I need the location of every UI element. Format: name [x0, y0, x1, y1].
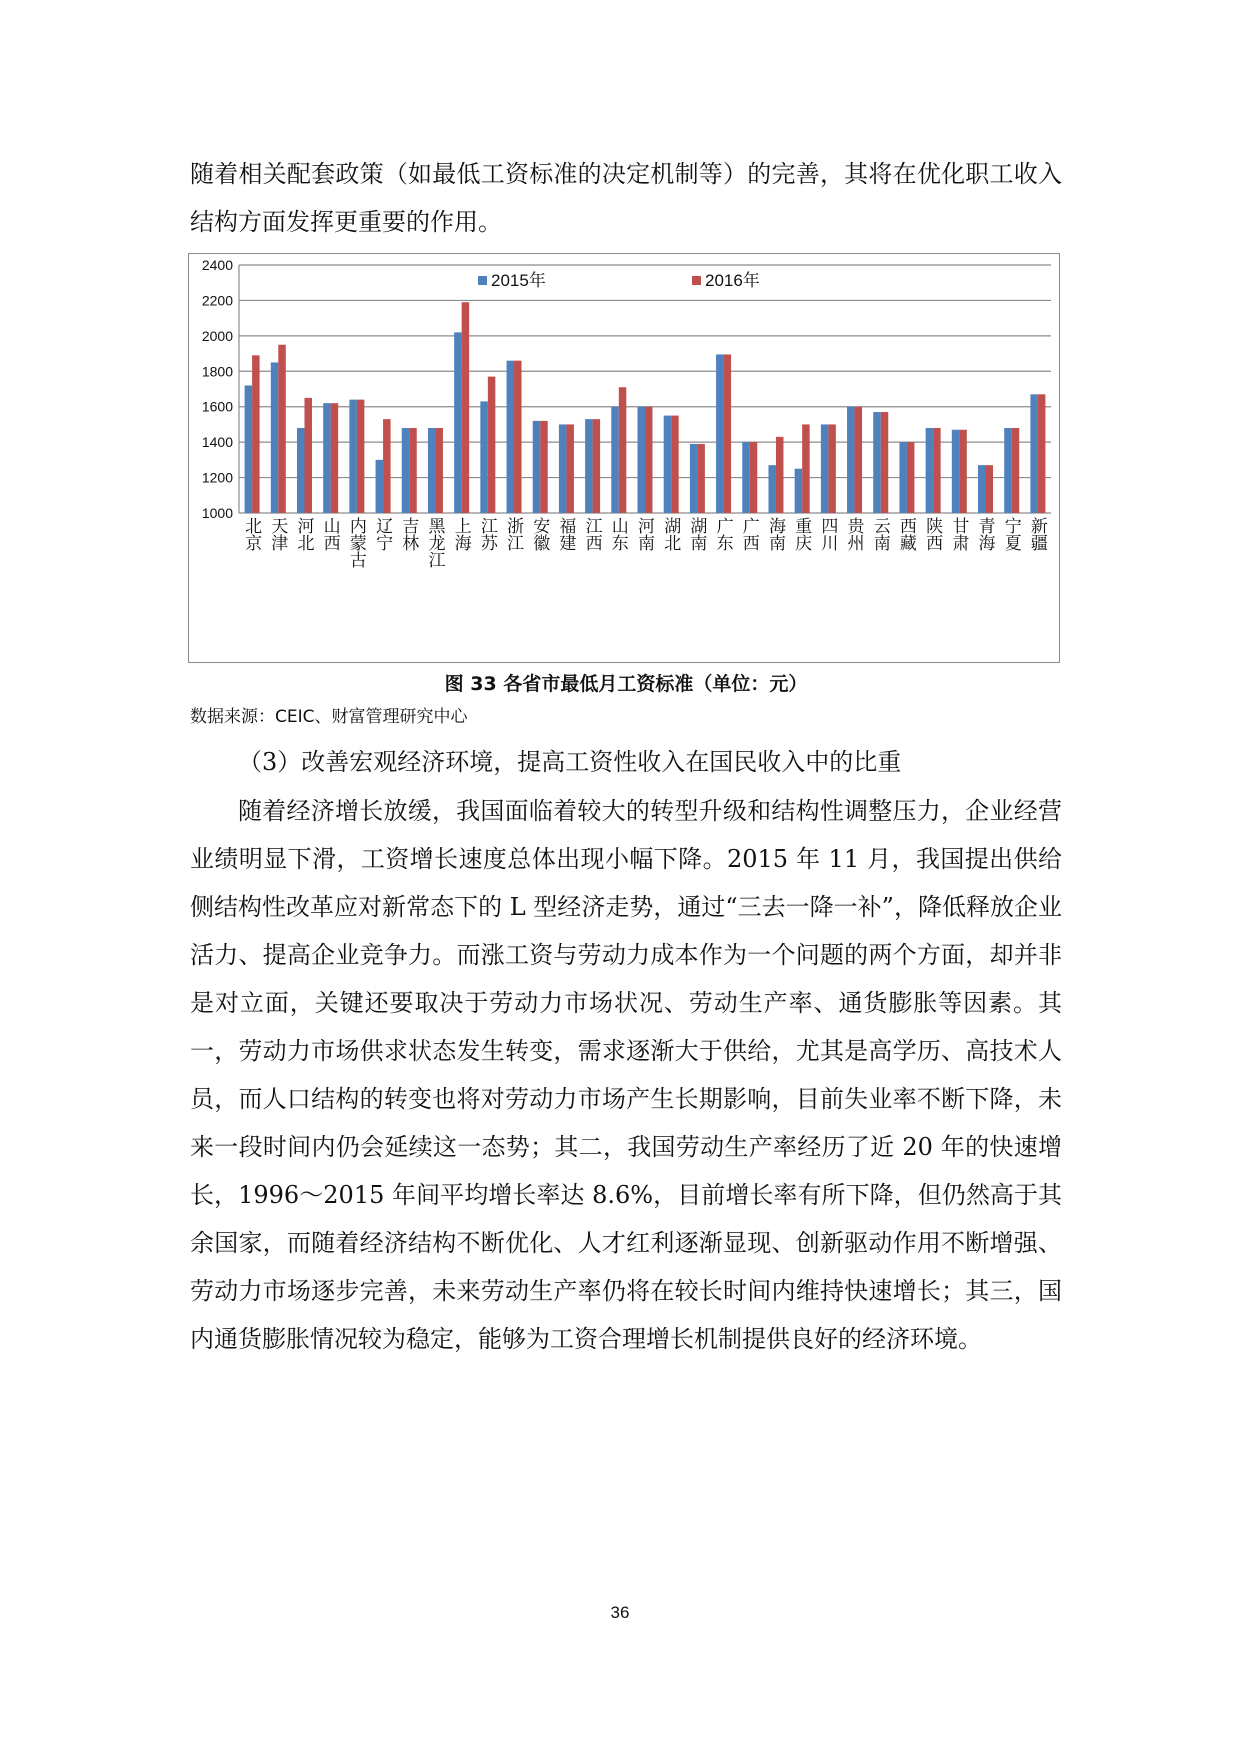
bar-2015年-上海 — [454, 332, 462, 513]
bar-2016年-湖北 — [671, 416, 679, 513]
bar-2016年-吉林 — [409, 428, 417, 513]
bar-2015年-湖南 — [690, 444, 698, 513]
x-category-label: 甘肃 — [948, 517, 969, 551]
bar-2015年-吉林 — [402, 428, 410, 513]
bar-2016年-浙江 — [514, 361, 522, 513]
bar-2015年-江苏 — [480, 401, 488, 513]
bar-2015年-内蒙古 — [349, 400, 357, 513]
figure-caption: 图 33 各省市最低月工资标准（单位：元） — [444, 673, 808, 695]
bar-2015年-甘肃 — [952, 430, 960, 513]
x-category-label: 江西 — [581, 517, 602, 551]
body-paragraph: 随着经济增长放缓，我国面临着较大的转型升级和结构性调整压力，企业经营业绩明显下滑，工资增长速度总体出现小幅下降。2015 年 11 月，我国提出供给侧结构性改革应对新常态下的 L 型经济走势，通过“三去一降一补”，降低释放企业活力、提高企业竞争力。而涨工资与劳动力成本作为一个问题的两个方面，却并非是对立面，关键还要取决于劳动力市场状况、劳动生产率、通货膨胀等因素。其一，劳动力市场供求状态发生转变，需求逐渐大于供给，尤其是高学历、高技术人员，而人口结构的转变也将对劳动力市场产生长期影响，目前失业率不断下降，未来一段时间内仍会延续这一态势；其二，我国劳动生产率经历了近 20 年的快速增长，1996～2015 年间平均增长率达 8.6%，目前增长率有所下降，但仍然高于其余国家，而随着经济结构不断优化、人才红利逐渐显现、创新驱动作用不断增强、劳动力市场逐步完善，未来劳动生产率仍将在较长时间内维持快速增长；其三，国内通货膨胀情况较为稳定，能够为工资合理增长机制提供良好的经济环境。 — [190, 797, 1062, 1353]
bar-2016年-江苏 — [488, 377, 496, 513]
section-heading: （3）改善宏观经济环境，提高工资性收入在国民收入中的比重 — [238, 748, 902, 776]
bar-2016年-广东 — [724, 354, 732, 513]
bar-2015年-广西 — [742, 442, 750, 513]
bar-2016年-湖南 — [697, 444, 705, 513]
intro-paragraph: 随着相关配套政策（如最低工资标准的决定机制等）的完善，其将在优化职工收入结构方面发挥更重要的作用。 — [190, 160, 1062, 236]
y-tick-label: 2200 — [201, 292, 233, 309]
x-category-label: 山西 — [319, 517, 340, 551]
bar-2015年-广东 — [716, 354, 724, 513]
x-category-label: 浙江 — [503, 517, 524, 551]
x-category-label: 安徽 — [529, 517, 550, 551]
y-tick-label: 1400 — [201, 434, 233, 451]
bar-2016年-陕西 — [933, 428, 941, 513]
bar-2015年-辽宁 — [376, 460, 384, 513]
x-category-label: 天津 — [267, 517, 288, 551]
x-category-label: 北京 — [241, 517, 262, 551]
bar-2015年-山西 — [323, 403, 331, 513]
bar-2016年-河南 — [645, 407, 653, 513]
bar-2016年-上海 — [462, 302, 470, 513]
bar-2016年-宁夏 — [1012, 428, 1020, 513]
x-category-label: 辽宁 — [372, 517, 393, 551]
x-category-label: 河南 — [634, 517, 654, 551]
bar-2016年-广西 — [750, 442, 758, 513]
x-category-label: 吉林 — [398, 517, 419, 551]
bar-2016年-内蒙古 — [357, 400, 365, 513]
bar-2015年-四川 — [821, 424, 829, 513]
x-category-label: 内蒙古 — [345, 517, 366, 568]
y-tick-label: 2000 — [201, 327, 233, 344]
bar-2016年-甘肃 — [959, 430, 967, 513]
legend-label: 2016年 — [705, 271, 760, 290]
bar-2015年-浙江 — [507, 361, 514, 513]
bar-2015年-山东 — [611, 407, 619, 513]
x-category-label: 云南 — [869, 517, 890, 551]
legend-label: 2015年 — [491, 271, 546, 290]
bar-2016年-青海 — [986, 465, 994, 513]
bar-2016年-天津 — [278, 345, 286, 513]
x-category-label: 新疆 — [1026, 517, 1047, 551]
bar-2015年-新疆 — [1030, 394, 1038, 513]
y-tick-label: 2400 — [201, 257, 233, 273]
x-category-label: 上海 — [450, 517, 471, 551]
bar-2016年-北京 — [252, 355, 260, 513]
bar-2015年-贵州 — [847, 407, 855, 513]
bar-2015年-湖北 — [664, 416, 672, 513]
x-category-label: 西藏 — [895, 517, 916, 551]
legend-swatch — [478, 276, 487, 285]
bar-chart — [188, 253, 1060, 663]
bar-2015年-海南 — [768, 465, 776, 513]
x-category-label: 山东 — [607, 517, 628, 551]
x-category-label: 福建 — [555, 517, 576, 551]
bar-2016年-江西 — [593, 419, 601, 513]
bar-2016年-重庆 — [802, 424, 810, 513]
x-category-label: 广西 — [738, 517, 759, 551]
x-category-label: 贵州 — [843, 517, 864, 551]
bar-2015年-西藏 — [899, 442, 907, 513]
bar-2016年-安徽 — [540, 421, 548, 513]
x-category-label: 黑龙江 — [424, 517, 445, 568]
x-category-label: 四川 — [817, 517, 838, 551]
bar-2016年-海南 — [776, 437, 784, 513]
x-category-label: 河北 — [293, 517, 314, 551]
page-number: 36 — [610, 1603, 630, 1622]
bar-2016年-西藏 — [907, 442, 915, 513]
bar-2016年-四川 — [828, 424, 836, 513]
y-tick-label: 1800 — [201, 363, 233, 380]
data-source: 数据来源：CEIC、财富管理研究中心 — [190, 707, 468, 727]
y-tick-label: 1200 — [201, 469, 233, 486]
x-category-label: 湖南 — [686, 517, 707, 551]
bar-2016年-新疆 — [1038, 394, 1046, 513]
y-tick-label: 1600 — [201, 398, 233, 415]
bar-2015年-安徽 — [533, 421, 541, 513]
bar-2015年-青海 — [978, 465, 986, 513]
bar-2015年-重庆 — [795, 469, 803, 513]
x-category-label: 青海 — [974, 517, 995, 551]
x-category-label: 宁夏 — [1000, 517, 1021, 551]
bar-2015年-江西 — [585, 419, 593, 513]
bar-2015年-宁夏 — [1004, 428, 1012, 513]
x-category-label: 湖北 — [660, 517, 681, 551]
bar-2016年-黑龙江 — [435, 428, 443, 513]
bar-2016年-福建 — [566, 424, 574, 513]
bar-2015年-河南 — [638, 407, 646, 513]
bar-2016年-贵州 — [855, 407, 863, 513]
chart-svg — [189, 254, 1059, 662]
x-category-label: 海南 — [764, 517, 785, 551]
bar-2015年-北京 — [245, 385, 253, 513]
bar-2016年-河北 — [304, 398, 312, 513]
x-category-label: 重庆 — [791, 517, 812, 551]
bar-2015年-河北 — [297, 428, 305, 513]
bar-2016年-云南 — [881, 412, 889, 513]
x-category-label: 江苏 — [476, 517, 497, 551]
bar-2015年-陕西 — [926, 428, 934, 513]
x-category-label: 陕西 — [922, 517, 943, 551]
bar-2015年-福建 — [559, 424, 567, 513]
legend-swatch — [692, 276, 701, 285]
bar-2015年-黑龙江 — [428, 428, 436, 513]
bar-2016年-山东 — [619, 387, 627, 513]
bar-2016年-山西 — [331, 403, 339, 513]
y-tick-label: 1000 — [201, 505, 233, 521]
bar-2016年-辽宁 — [383, 419, 391, 513]
bar-2015年-云南 — [873, 412, 881, 513]
bar-2015年-天津 — [271, 362, 279, 513]
x-category-label: 广东 — [712, 517, 733, 551]
